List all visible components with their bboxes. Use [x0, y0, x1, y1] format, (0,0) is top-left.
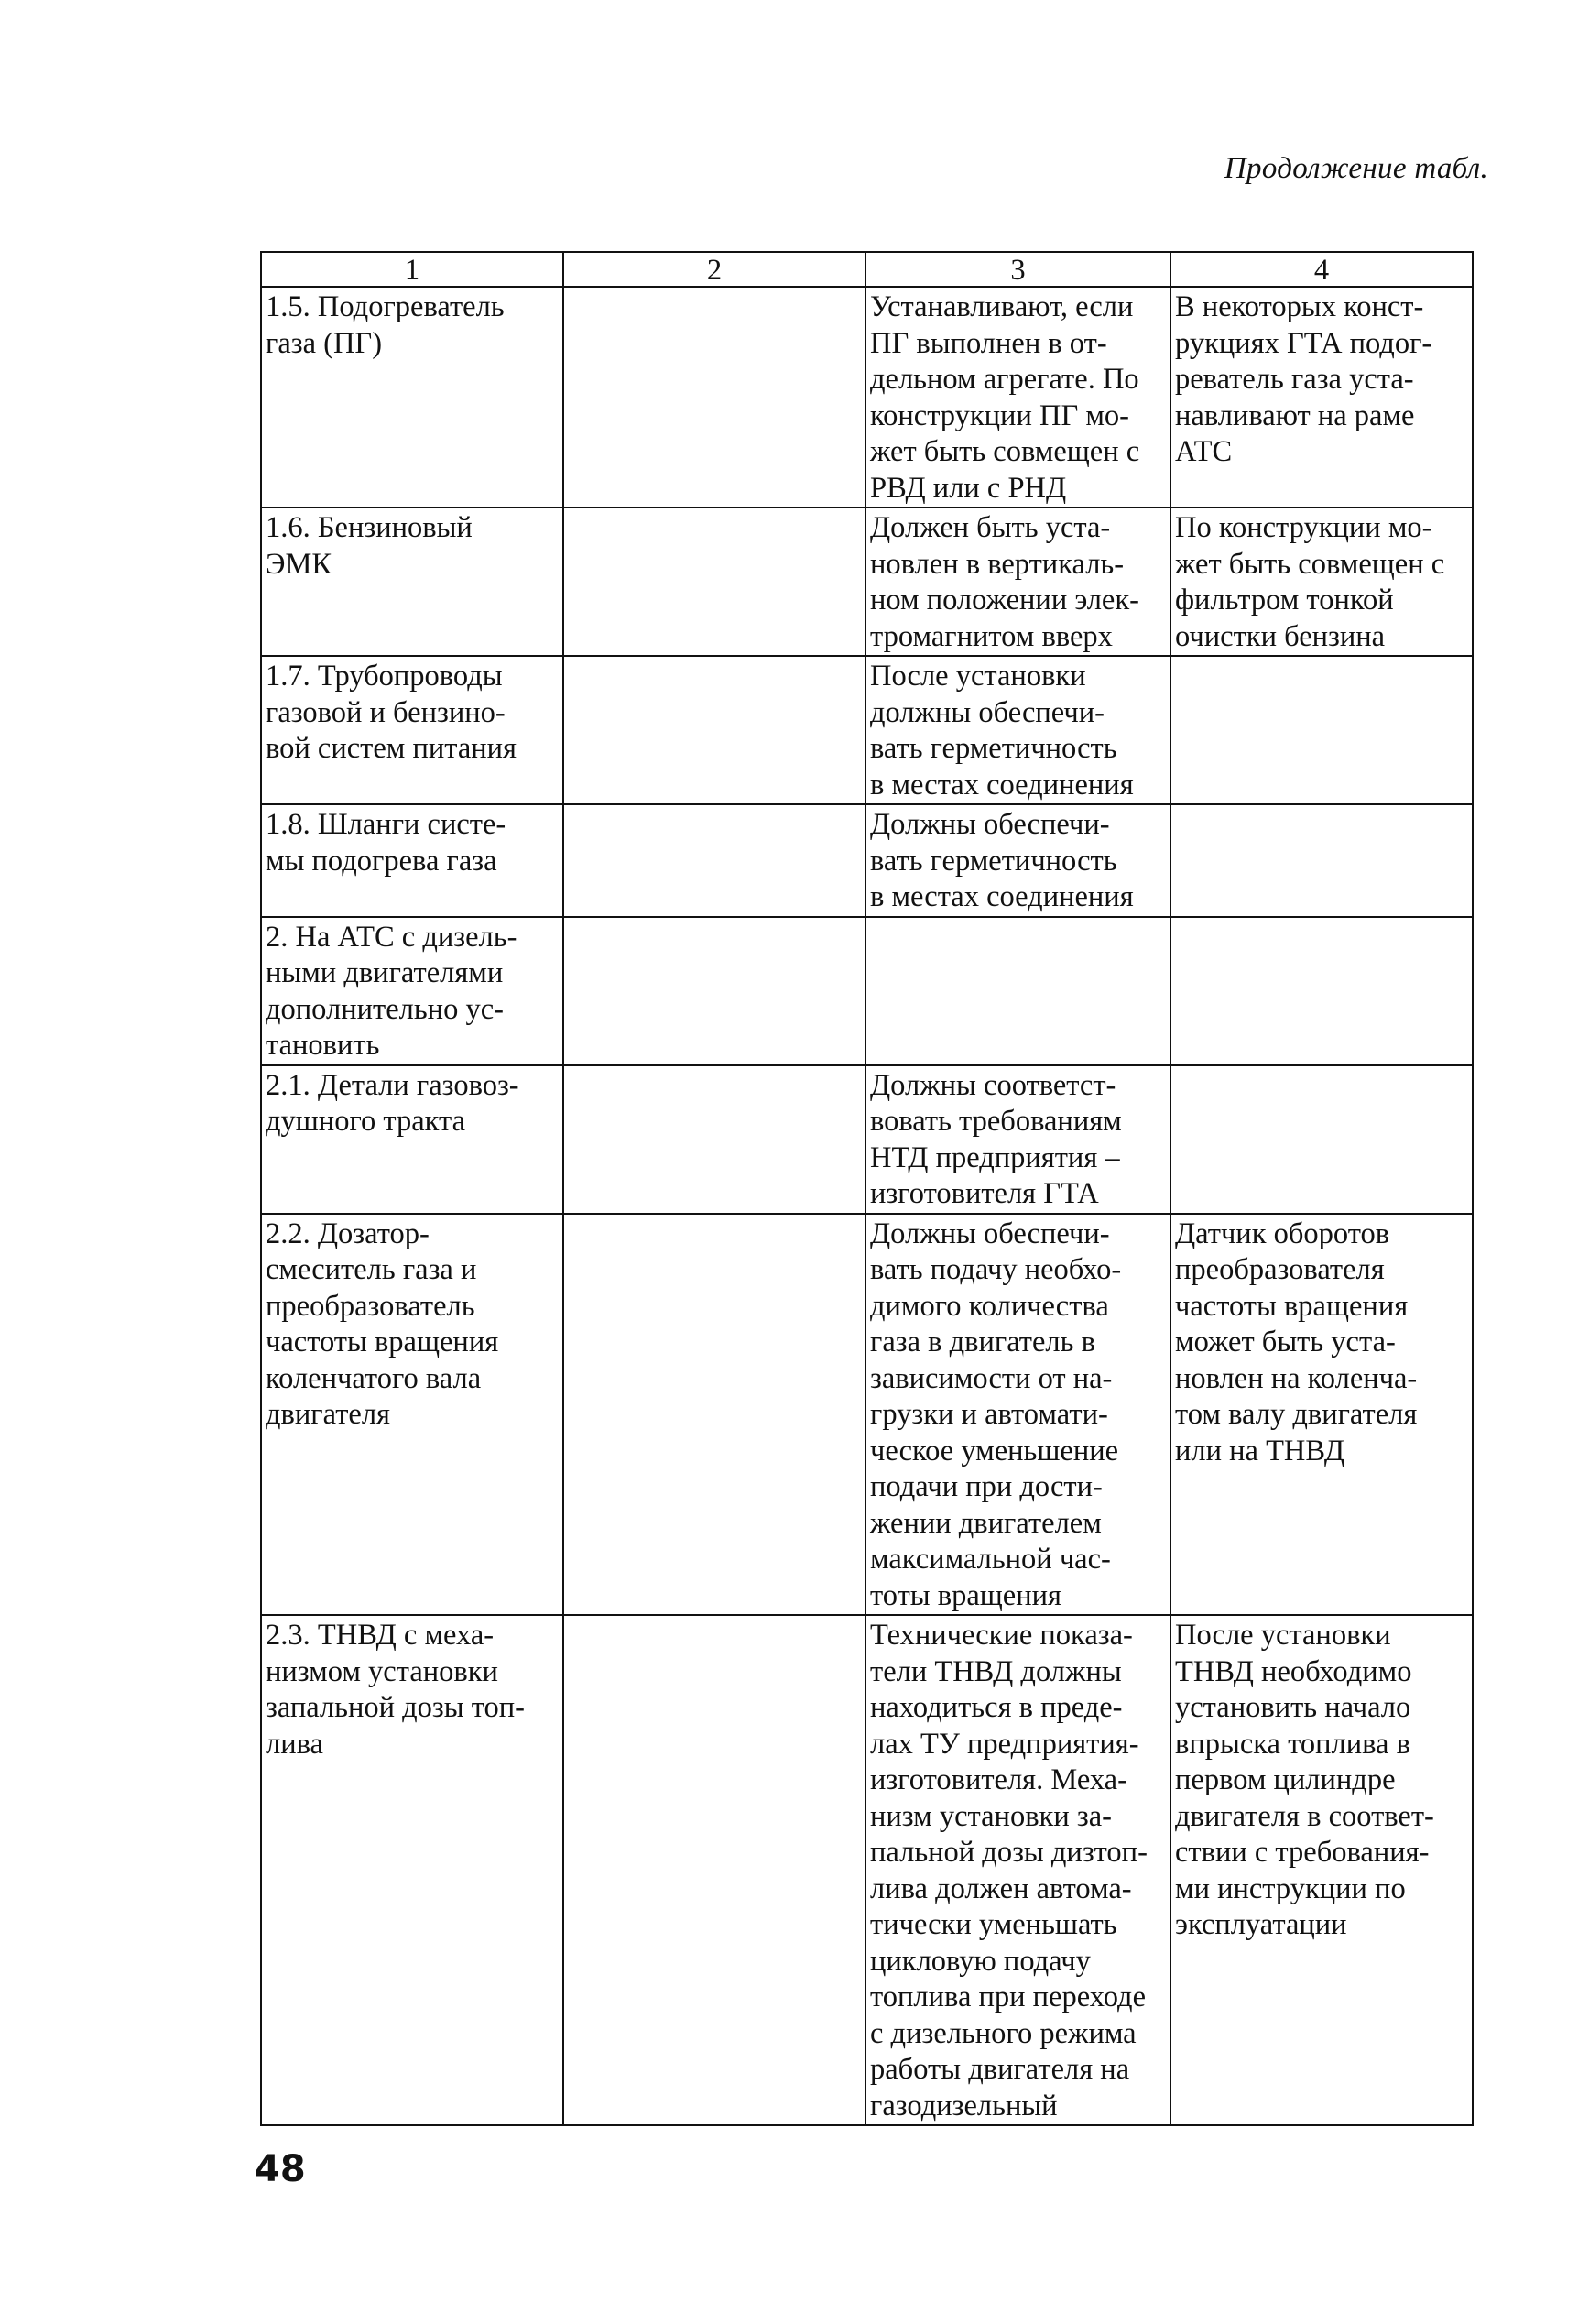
table-cell: Должны обеспечи- вать герметичность в местах соединения — [865, 804, 1170, 917]
table-cell: 2.2. Дозатор- смеситель газа и преобразователь частоты вращения коленчатого вала двигателя — [261, 1214, 563, 1616]
table-row — [261, 1065, 1473, 1214]
table-row — [261, 507, 1473, 656]
table-cell: 1.7. Трубопроводы газовой и бензино- вой систем питания — [261, 656, 563, 804]
table-row — [261, 1214, 1473, 1616]
table-cell — [563, 656, 865, 804]
column-header-2: 2 — [563, 252, 865, 287]
table-cell: Технические показа- тели ТНВД должны находиться в преде- лах ТУ предприятия- изготовителя. Меха- низм установки за- пальной дозы дизтоп- лива должен автома- тически уменьшать цикловую подачу топлива при переходе с дизельного режима работы двигателя на газодизельный — [865, 1615, 1170, 2125]
table-continuation-label: Продолжение табл. — [1224, 152, 1488, 185]
column-header-3: 3 — [865, 252, 1170, 287]
table-cell — [563, 1214, 865, 1616]
table-cell — [1170, 656, 1473, 804]
table-row — [261, 656, 1473, 804]
column-header-4: 4 — [1170, 252, 1473, 287]
table-cell: В некоторых конст- рукциях ГТА подог- реватель газа уста- навливают на раме АТС — [1170, 287, 1473, 507]
table-row — [261, 1615, 1473, 2125]
table-cell: 1.6. Бензиновый ЭМК — [261, 507, 563, 656]
table-cell — [563, 1615, 865, 2125]
table-cell: По конструкции мо- жет быть совмещен с фильтром тонкой очистки бензина — [1170, 507, 1473, 656]
table-cell: Должен быть уста- новлен в вертикаль- ном положении элек- тромагнитом вверх — [865, 507, 1170, 656]
table-cell: Датчик оборотов преобразователя частоты вращения может быть уста- новлен на коленча- том валу двигателя или на ТНВД — [1170, 1214, 1473, 1616]
table-cell — [563, 507, 865, 656]
table-cell — [563, 287, 865, 507]
table-cell — [563, 1065, 865, 1214]
table-cell: После установки должны обеспечи- вать герметичность в местах соединения — [865, 656, 1170, 804]
table-cell — [865, 917, 1170, 1065]
table-header-row — [261, 252, 1473, 287]
table-cell — [1170, 1065, 1473, 1214]
table-row — [261, 804, 1473, 917]
table-cell: Должны обеспечи- вать подачу необхо- димого количества газа в двигатель в зависимости от на- грузки и автомати- ческое уменьшение подачи при дости- жении двигателем максимальной час- тоты вращения — [865, 1214, 1170, 1616]
spec-table — [260, 251, 1474, 2126]
table-cell: Устанавливают, если ПГ выполнен в от- дельном агрегате. По конструкции ПГ мо- жет быть совмещен с РВД или с РНД — [865, 287, 1170, 507]
table-cell — [1170, 917, 1473, 1065]
table-cell: После установки ТНВД необходимо установить начало впрыска топлива в первом цилиндре двигателя в соответ- ствии с требования- ми инструкции по эксплуатации — [1170, 1615, 1473, 2125]
table-cell: 1.5. Подогреватель газа (ПГ) — [261, 287, 563, 507]
table-cell — [563, 917, 865, 1065]
table-cell: 2. На АТС с дизель- ными двигателями дополнительно ус- тановить — [261, 917, 563, 1065]
table-cell — [1170, 804, 1473, 917]
table-cell: Должны соответст- вовать требованиям НТД предприятия – изготовителя ГТА — [865, 1065, 1170, 1214]
table-cell — [563, 804, 865, 917]
table-row — [261, 287, 1473, 507]
page-number: 48 — [255, 2148, 306, 2190]
column-header-1: 1 — [261, 252, 563, 287]
table-cell: 2.1. Детали газовоз- душного тракта — [261, 1065, 563, 1214]
table-cell: 1.8. Шланги систе- мы подогрева газа — [261, 804, 563, 917]
table-cell: 2.3. ТНВД с меха- низмом установки запальной дозы топ- лива — [261, 1615, 563, 2125]
table-row — [261, 917, 1473, 1065]
